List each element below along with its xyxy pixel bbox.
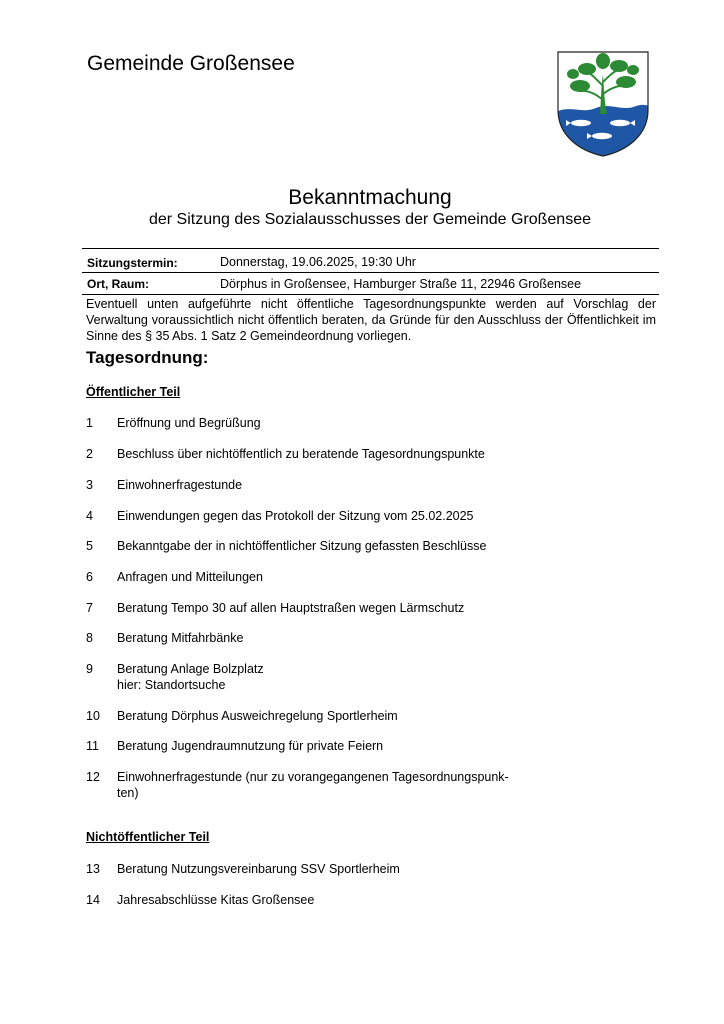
agenda-item-number: 12 — [86, 770, 100, 784]
meeting-date-label: Sitzungstermin: — [87, 256, 178, 270]
agenda-item-subtext: ten) — [117, 786, 139, 800]
table-bottom-rule — [82, 294, 659, 295]
agenda-item-text: Einwendungen gegen das Protokoll der Sitzung vom 25.02.2025 — [117, 509, 474, 523]
agenda-item-text: Jahresabschlüsse Kitas Großensee — [117, 893, 315, 907]
agenda-item-number: 8 — [86, 631, 93, 645]
coat-of-arms-icon — [556, 50, 650, 158]
agenda-item-number: 2 — [86, 447, 93, 461]
agenda-item-number: 4 — [86, 509, 93, 523]
public-section-heading: Öffentlicher Teil — [86, 385, 181, 399]
agenda-item-text: Einwohnerfragestunde — [117, 478, 243, 492]
closed-session-note: Eventuell unten aufgeführte nicht öffentliche Tagesordnungspunkte werden auf Vorschlag der Verwaltung voraussichtlich nicht öffentlich beraten, da Gründe für den Ausschluss der Öffentlichkeit im Sinne des § 35 Abs. 1 Satz 2 Gemeindeordnung vorliegen. — [86, 297, 656, 343]
agenda-item-text: Beratung Mitfahrbänke — [117, 631, 244, 645]
agenda-item-text: Beratung Nutzungsvereinbarung SSV Sportlerheim — [117, 862, 400, 876]
municipality-name: Gemeinde Großensee — [87, 52, 295, 75]
agenda-item-text: Anfragen und Mitteilungen — [117, 570, 263, 584]
agenda-item-number: 13 — [86, 862, 100, 876]
agenda-item-text: Beratung Dörphus Ausweichregelung Sportlerheim — [117, 709, 398, 723]
agenda-item-text: Beschluss über nichtöffentlich zu beratende Tagesordnungspunkte — [117, 447, 485, 461]
agenda-item-text: Bekanntgabe der in nichtöffentlicher Sitzung gefassten Beschlüsse — [117, 539, 487, 553]
table-top-rule — [82, 248, 659, 249]
agenda-item-number: 10 — [86, 709, 100, 723]
agenda-item-number: 14 — [86, 893, 100, 907]
agenda-item-subtext: hier: Standortsuche — [117, 678, 226, 692]
agenda-item-number: 9 — [86, 662, 93, 676]
agenda-item-text: Beratung Jugendraumnutzung für private Feiern — [117, 739, 384, 753]
agenda-item-text: Beratung Anlage Bolzplatz — [117, 662, 264, 676]
notice-subtitle: der Sitzung des Sozialausschusses der Gemeinde Großensee — [148, 211, 591, 228]
table-middle-rule — [82, 272, 659, 273]
agenda-item-text: Einwohnerfragestunde (nur zu vorangegangenen Tagesordnungspunk- — [117, 770, 509, 784]
agenda-item-number: 6 — [86, 570, 93, 584]
agenda-item-text: Beratung Tempo 30 auf allen Hauptstraßen wegen Lärmschutz — [117, 601, 465, 615]
agenda-item-number: 5 — [86, 539, 93, 553]
private-section-heading: Nichtöffentlicher Teil — [86, 830, 210, 844]
agenda-item-number: 11 — [86, 739, 99, 753]
agenda-item-number: 7 — [86, 601, 93, 615]
agenda-item-number: 3 — [86, 478, 93, 492]
agenda-heading: Tagesordnung: — [86, 348, 209, 367]
meeting-place-value: Dörphus in Großensee, Hamburger Straße 11, 22946 Großensee — [220, 277, 582, 291]
meeting-date-value: Donnerstag, 19.06.2025, 19:30 Uhr — [220, 255, 416, 269]
agenda-item-text: Eröffnung und Begrüßung — [117, 416, 261, 430]
agenda-item-number: 1 — [86, 416, 93, 430]
meeting-place-label: Ort, Raum: — [87, 277, 150, 291]
notice-title: Bekanntmachung — [288, 186, 452, 209]
